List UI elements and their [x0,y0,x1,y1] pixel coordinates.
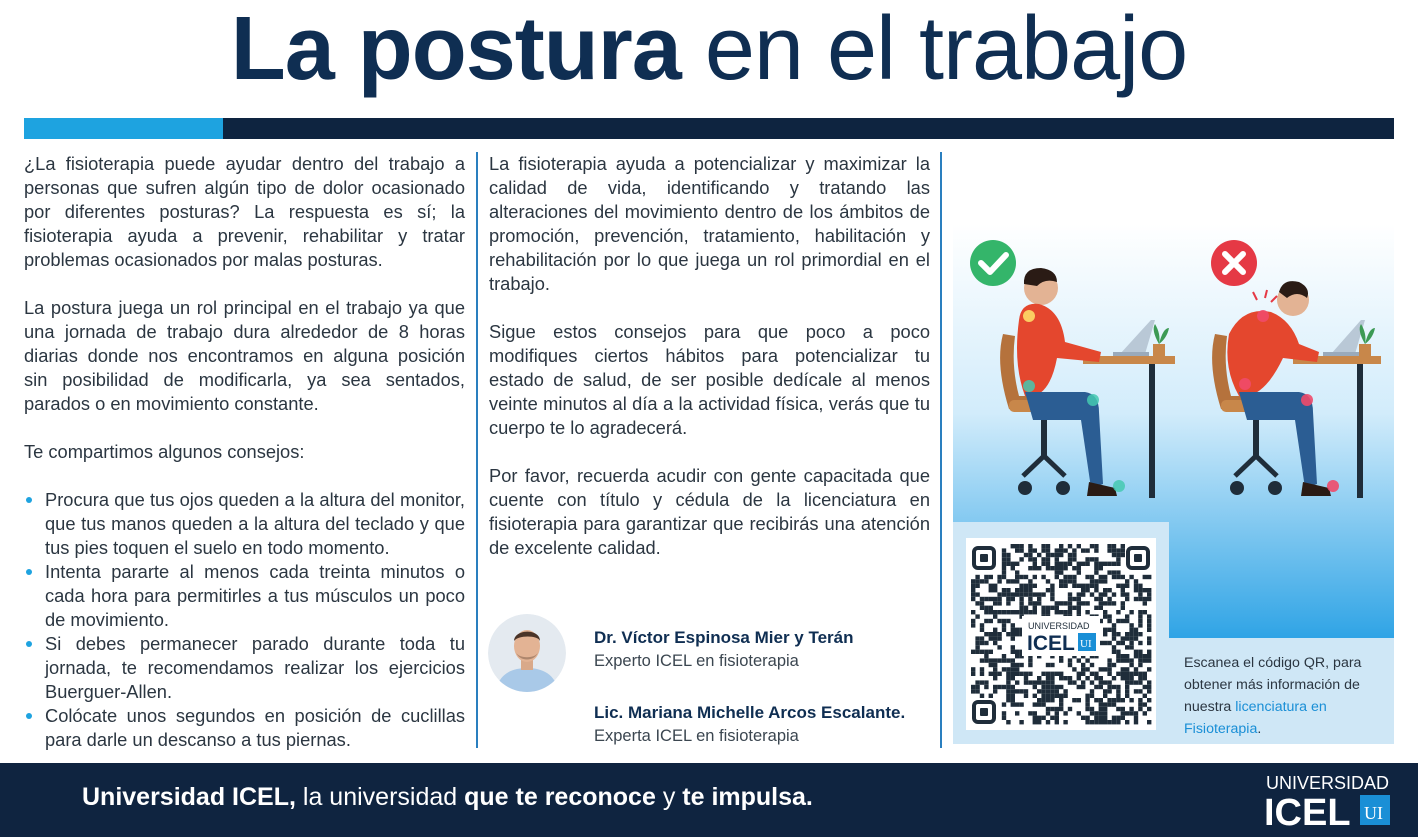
tagline-text: y [662,783,676,811]
author-name: Dr. Víctor Espinosa Mier y Terán [594,628,854,647]
qr-logo-small: UNIVERSIDAD [1028,621,1090,631]
author-role: Experto ICEL en fisioterapia [594,652,799,670]
x-circle-icon [1211,240,1257,286]
tip-item [24,632,465,704]
tip-item [24,704,465,752]
physio-paragraph: La fisioterapia ayuda a potencializar y maximizar la calidad de vida, identificando y tratando las alteraciones del movimiento dentro de los ámbitos de promoción, prevención, tratamiento, habilitación y rehabilitación por lo que juega un rol primordial en el trabajo. [489,153,930,294]
footer-tagline [82,783,813,812]
qr-caption-end: . [1257,721,1262,737]
tip-text: Si debes permanecer parado durante toda tu jornada, te recomendamos realizar los ejercicios Buerguer-Allen. [45,633,465,702]
title-light: en el trabajo [704,0,1188,99]
tips-heading: Te compartimos algunos consejos: [24,441,305,462]
workday-paragraph: La postura juega un rol principal en el trabajo ya que una jornada de trabajo dura alrededor de 8 horas diarias donde nos encontramos en alguna posición sin posibilidad de modificarla, ya sea sentados, parados o en movimiento constante. [24,297,465,414]
author-block [594,628,854,671]
author-role: Experta ICEL en fisioterapia [594,727,799,745]
tip-text: Intenta pararte al menos cada treinta minutos o cada hora para permitirles a tus músculos un poco de movimiento. [45,561,465,630]
author-avatar [488,614,566,692]
tip-text: Procura que tus ojos queden a la altura del monitor, que tus manos queden a la altura del teclado y que tus pies toquen el suelo en todo momento. [45,489,465,558]
tagline-bold: que te reconoce [464,783,656,811]
tagline-brand: Universidad ICEL, [82,783,296,811]
qr-code-graphic [966,538,1156,730]
bullet-dot [26,641,32,647]
logo-badge-text: UI [1364,803,1383,823]
header-rule [24,118,1394,139]
header-rule-accent [24,118,223,139]
qr-code[interactable] [966,538,1156,730]
qr-logo-big: ICEL [1027,632,1075,655]
qr-caption-text: Escanea el código QR, para obtener más información de nuestra [1184,655,1362,715]
check-circle-icon [970,240,1016,286]
intro-paragraph: ¿La fisioterapia puede ayudar dentro del trabajo a personas que sufren algún tipo de dolor ocasionado por diferentes posturas? La respuesta es sí; la fisioterapia ayuda a prevenir, rehabilitar y tratar problemas ocasionados por malas posturas. [24,153,465,270]
tagline-bold: te impulsa. [682,783,813,811]
column-left [24,152,465,752]
author-block [594,703,905,746]
column-divider [940,152,942,748]
logo-big-text: ICEL [1264,792,1351,829]
tagline-text: la universidad [302,783,458,811]
bullet-dot [26,569,32,575]
page-title [0,0,1418,99]
bullet-dot [26,497,32,503]
tip-item [24,488,465,560]
logo-small-text: UNIVERSIDAD [1266,773,1390,793]
qr-logo-badge: UI [1080,638,1092,650]
title-bold: La postura [230,0,681,99]
column-middle [489,152,930,584]
tips-list [24,488,465,752]
tip-item [24,560,465,632]
habits-paragraph: Sigue estos consejos para que poco a poco modifiques ciertos hábitos para potencializar tu estado de salud, de ser posible dedícale al menos veinte minutos al día a la actividad física, verás que tu cuerpo te lo agradecerá. [489,321,930,438]
professional-paragraph: Por favor, recuerda acudir con gente capacitada que cuente con título y cédula de la licenciatura en fisioterapia para garantizar que recibirás una atención de excelente calidad. [489,465,930,558]
author-name: Lic. Mariana Michelle Arcos Escalante. [594,703,906,722]
icel-logo[interactable] [1262,771,1394,829]
program-link[interactable]: licenciatura en Fisioterapia [1184,699,1327,737]
bullet-dot [26,713,32,719]
column-divider [476,152,478,748]
qr-caption [1184,652,1384,740]
tip-text: Colócate unos segundos en posición de cuclillas para darle un descanso a tus piernas. [45,705,465,750]
